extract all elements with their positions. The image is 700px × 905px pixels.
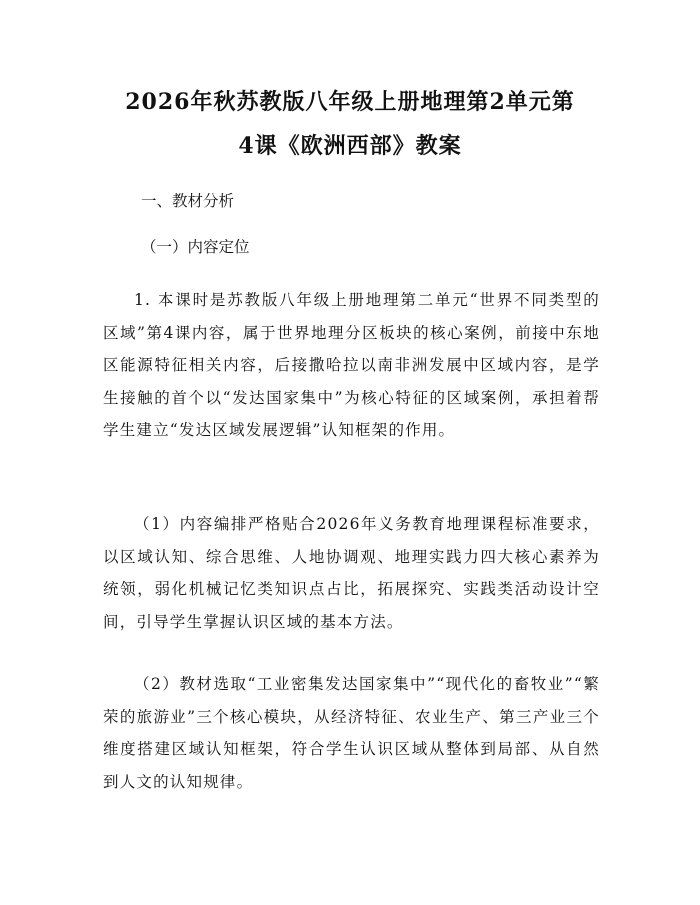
paragraph-2: （1）内容编排严格贴合2026年义务教育地理课程标准要求，以区域认知、综合思维、人地协调观、地理实践力四大核心素养为统领，弱化机械记忆类知识点占比，拓展探究、实践类活动设计空间，引导学生掌握认识区域的基本方法。: [103, 515, 600, 631]
subsection-heading: （一）内容定位: [141, 238, 250, 256]
section-heading: 一、教材分析: [141, 192, 235, 210]
document-title-line-1: 2026年秋苏教版八年级上册地理第2单元第: [125, 89, 575, 115]
paragraph-1: 1. 本课时是苏教版八年级上册地理第二单元“世界不同类型的区域”第4课内容，属于世界地理分区板块的核心案例，前接中东地区能源特征相关内容，后接撒哈拉以南非洲发展中区域内容，是学生接触的首个以“发达国家集中”为核心特征的区域案例，承担着帮学生建立“发达区域发展逻辑”认知框架的作用。: [103, 291, 600, 439]
document-title-line-2: 4课《欧洲西部》教案: [238, 133, 462, 159]
paragraph-3: （2）教材选取“工业密集发达国家集中”“现代化的畜牧业”“繁荣的旅游业”三个核心模块，从经济特征、农业生产、第三产业三个维度搭建区域认知框架，符合学生认识区域从整体到局部、从自然到人文的认知规律。: [103, 675, 600, 791]
